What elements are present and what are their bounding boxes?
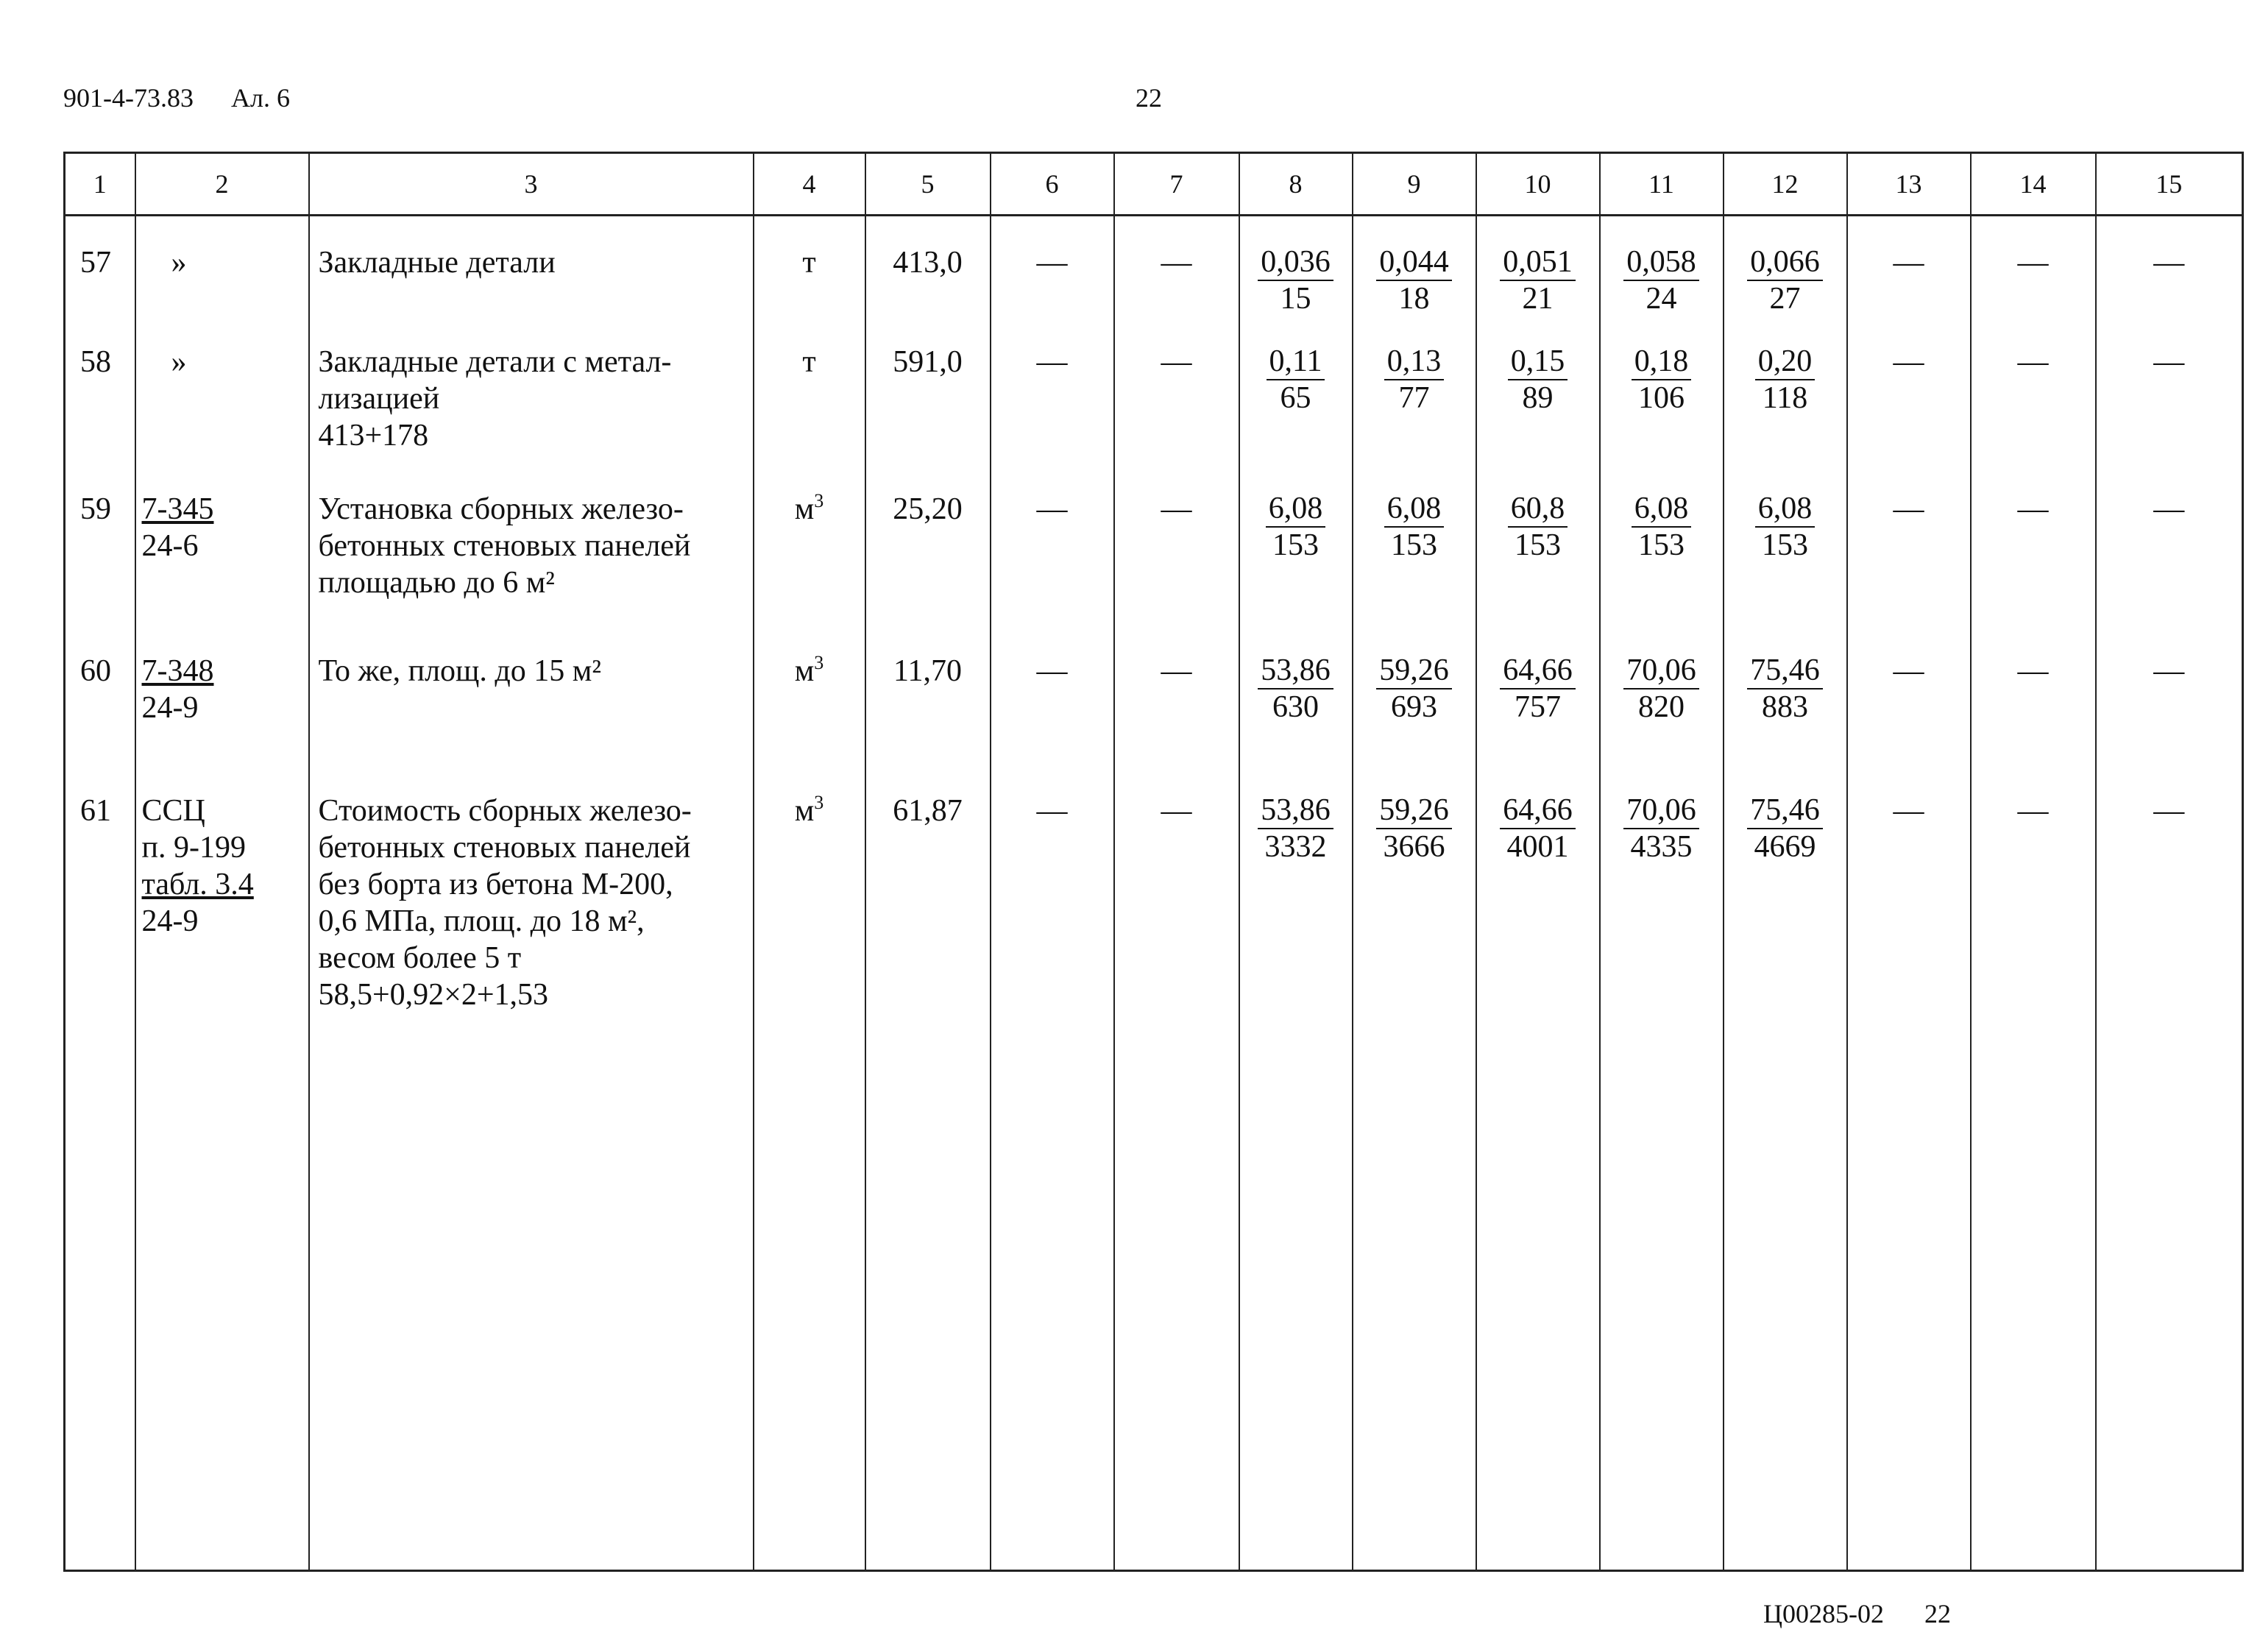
unit-text: м (794, 654, 815, 688)
desc-line: Стоимость сборных железо- (318, 794, 692, 828)
cell-dash: — (991, 653, 1114, 793)
fraction-cell (1600, 793, 1724, 1571)
unit-cost: 591,0 (865, 344, 991, 491)
col-header: 9 (1353, 153, 1476, 216)
frac-num: 60,8 (1508, 491, 1568, 528)
table-row (65, 216, 2243, 344)
cell-dash: — (1114, 793, 1239, 1571)
norm-reference (135, 344, 309, 491)
fraction-cell (1724, 653, 1847, 793)
fraction-cell (1239, 344, 1353, 491)
work-description (309, 491, 754, 653)
unit-cost: 25,20 (865, 491, 991, 653)
ref-line: п. 9-199 (141, 831, 246, 865)
table-row (65, 653, 2243, 793)
ref-line: 24-6 (141, 529, 199, 563)
unit (754, 344, 865, 491)
frac-num: 6,08 (1384, 491, 1445, 528)
col-header: 2 (135, 153, 309, 216)
frac-num: 0,036 (1258, 244, 1333, 281)
col-header: 4 (754, 153, 865, 216)
frac-den: 153 (1272, 528, 1319, 562)
col-header: 8 (1239, 153, 1353, 216)
frac-den: 153 (1391, 528, 1437, 562)
ref-line: 24-9 (141, 904, 199, 938)
cell-dash: — (1971, 491, 2096, 653)
frac-den: 883 (1762, 690, 1808, 724)
col-header: 11 (1600, 153, 1724, 216)
frac-num: 70,06 (1623, 653, 1699, 689)
frac-den: 153 (1515, 528, 1561, 562)
desc-line: бетонных стеновых панелей (318, 831, 691, 865)
cell-dash: — (2096, 653, 2243, 793)
frac-den: 21 (1522, 282, 1554, 316)
unit-text: т (802, 345, 816, 379)
fraction-cell (1724, 793, 1847, 1571)
col-header: 13 (1847, 153, 1971, 216)
unit-text: м (794, 794, 815, 828)
page-number: 22 (1136, 83, 1162, 113)
desc-line: 0,6 МПа, площ. до 18 м², (318, 904, 645, 938)
document-footer (1763, 1598, 1951, 1629)
ref-line: табл. 3.4 (141, 868, 254, 901)
doc-code: 901-4-73.83 (63, 83, 194, 113)
cell-dash: — (1114, 216, 1239, 344)
frac-num: 0,13 (1384, 344, 1445, 380)
desc-line: Установка сборных железо- (318, 492, 684, 526)
cell-dash: — (1971, 793, 2096, 1571)
desc-line: без борта из бетона М-200, (318, 868, 673, 901)
table-row (65, 491, 2243, 653)
row-number: 59 (65, 491, 135, 653)
ref-line: ССЦ (141, 794, 205, 828)
unit-exponent: 3 (814, 490, 824, 511)
ref-line: » (171, 246, 187, 280)
desc-line: весом более 5 т (318, 941, 522, 975)
unit-text: м (794, 492, 815, 526)
frac-num: 0,18 (1632, 344, 1692, 380)
fraction-cell (1724, 344, 1847, 491)
unit-cost: 11,70 (865, 653, 991, 793)
frac-den: 27 (1769, 282, 1801, 316)
unit-exponent: 3 (814, 792, 824, 813)
frac-num: 0,066 (1747, 244, 1823, 281)
frac-num: 0,051 (1500, 244, 1576, 281)
frac-den: 24 (1646, 282, 1677, 316)
desc-line: площадью до 6 м² (318, 566, 555, 600)
column-number-row (65, 153, 2243, 216)
fraction-cell (1476, 793, 1600, 1571)
frac-num: 70,06 (1623, 793, 1699, 829)
fraction-cell (1600, 653, 1724, 793)
col-header: 1 (65, 153, 135, 216)
frac-den: 757 (1515, 690, 1561, 724)
frac-den: 630 (1272, 690, 1319, 724)
cell-dash: — (1114, 491, 1239, 653)
cell-dash: — (1847, 653, 1971, 793)
frac-num: 0,15 (1508, 344, 1568, 380)
work-description (309, 344, 754, 491)
unit-exponent: 3 (814, 652, 824, 673)
fraction-cell (1476, 216, 1600, 344)
cell-dash: — (1847, 344, 1971, 491)
fraction-cell (1600, 491, 1724, 653)
frac-den: 693 (1391, 690, 1437, 724)
col-header: 10 (1476, 153, 1600, 216)
fraction-cell (1600, 216, 1724, 344)
estimate-table (63, 152, 2244, 1572)
desc-line: 58,5+0,92×2+1,53 (318, 978, 549, 1012)
fraction-cell (1353, 653, 1476, 793)
frac-num: 53,86 (1258, 653, 1333, 689)
ref-line: 7-348 (141, 654, 214, 688)
desc-line: лизацией (318, 382, 440, 416)
row-number: 61 (65, 793, 135, 1571)
cell-dash: — (2096, 344, 2243, 491)
cell-dash: — (991, 793, 1114, 1571)
col-header: 15 (2096, 153, 2243, 216)
col-header: 14 (1971, 153, 2096, 216)
unit-cost: 413,0 (865, 216, 991, 344)
row-number: 57 (65, 216, 135, 344)
fraction-cell (1239, 216, 1353, 344)
work-description (309, 653, 754, 793)
work-description (309, 793, 754, 1571)
unit-text: т (802, 246, 816, 280)
row-number: 58 (65, 344, 135, 491)
frac-den: 3332 (1264, 830, 1327, 864)
desc-line: Закладные детали (318, 246, 556, 280)
frac-den: 15 (1280, 282, 1311, 316)
ref-line: » (171, 345, 187, 379)
cell-dash: — (991, 491, 1114, 653)
fraction-cell (1239, 653, 1353, 793)
table-row (65, 344, 2243, 491)
norm-reference (135, 491, 309, 653)
cell-dash: — (2096, 793, 2243, 1571)
cell-dash: — (1971, 216, 2096, 344)
frac-num: 75,46 (1747, 793, 1823, 829)
frac-num: 64,66 (1500, 793, 1576, 829)
frac-num: 6,08 (1755, 491, 1816, 528)
frac-den: 820 (1638, 690, 1685, 724)
frac-num: 64,66 (1500, 653, 1576, 689)
ref-line: 24-9 (141, 691, 199, 725)
frac-num: 53,86 (1258, 793, 1333, 829)
unit-cost: 61,87 (865, 793, 991, 1571)
frac-den: 118 (1762, 381, 1808, 415)
col-header: 3 (309, 153, 754, 216)
desc-line: То же, площ. до 15 м² (318, 654, 601, 688)
fraction-cell (1476, 653, 1600, 793)
fraction-cell (1353, 491, 1476, 653)
frac-den: 65 (1280, 381, 1311, 415)
frac-den: 106 (1638, 381, 1685, 415)
frac-num: 0,044 (1376, 244, 1452, 281)
footer-page: 22 (1924, 1599, 1951, 1628)
frac-den: 4669 (1754, 830, 1816, 864)
unit (754, 491, 865, 653)
col-header: 12 (1724, 153, 1847, 216)
fraction-cell (1353, 793, 1476, 1571)
cell-dash: — (2096, 216, 2243, 344)
fraction-cell (1353, 344, 1476, 491)
frac-num: 59,26 (1376, 653, 1452, 689)
cell-dash: — (2096, 491, 2243, 653)
desc-line: 413+178 (318, 419, 429, 453)
fraction-cell (1476, 491, 1600, 653)
cell-dash: — (1971, 653, 2096, 793)
col-header: 5 (865, 153, 991, 216)
ref-line: 7-345 (141, 492, 214, 526)
footer-code: Ц00285-02 (1763, 1599, 1884, 1628)
table-row (65, 793, 2243, 1571)
fraction-cell (1353, 216, 1476, 344)
norm-reference (135, 653, 309, 793)
col-header: 6 (991, 153, 1114, 216)
frac-num: 75,46 (1747, 653, 1823, 689)
cell-dash: — (1847, 491, 1971, 653)
frac-num: 0,20 (1755, 344, 1816, 380)
cell-dash: — (991, 344, 1114, 491)
cell-dash: — (991, 216, 1114, 344)
frac-den: 4335 (1630, 830, 1693, 864)
cell-dash: — (1114, 653, 1239, 793)
frac-num: 0,11 (1267, 344, 1325, 380)
cell-dash: — (1971, 344, 2096, 491)
frac-den: 153 (1638, 528, 1685, 562)
cell-dash: — (1847, 216, 1971, 344)
sheet-label: Ал. 6 (230, 83, 290, 113)
norm-reference (135, 216, 309, 344)
frac-den: 4001 (1506, 830, 1569, 864)
fraction-cell (1239, 491, 1353, 653)
frac-num: 6,08 (1632, 491, 1692, 528)
fraction-cell (1724, 491, 1847, 653)
unit (754, 653, 865, 793)
frac-den: 77 (1398, 381, 1430, 415)
frac-den: 18 (1398, 282, 1430, 316)
work-description (309, 216, 754, 344)
desc-line: Закладные детали с метал- (318, 345, 672, 379)
document-header (63, 82, 290, 113)
frac-den: 153 (1762, 528, 1808, 562)
unit (754, 793, 865, 1571)
frac-num: 6,08 (1266, 491, 1326, 528)
fraction-cell (1239, 793, 1353, 1571)
frac-den: 3666 (1383, 830, 1445, 864)
cell-dash: — (1114, 344, 1239, 491)
fraction-cell (1724, 216, 1847, 344)
col-header: 7 (1114, 153, 1239, 216)
frac-den: 89 (1522, 381, 1554, 415)
cell-dash: — (1847, 793, 1971, 1571)
unit (754, 216, 865, 344)
frac-num: 59,26 (1376, 793, 1452, 829)
row-number: 60 (65, 653, 135, 793)
frac-num: 0,058 (1623, 244, 1699, 281)
fraction-cell (1476, 344, 1600, 491)
desc-line: бетонных стеновых панелей (318, 529, 691, 563)
norm-reference (135, 793, 309, 1571)
fraction-cell (1600, 344, 1724, 491)
